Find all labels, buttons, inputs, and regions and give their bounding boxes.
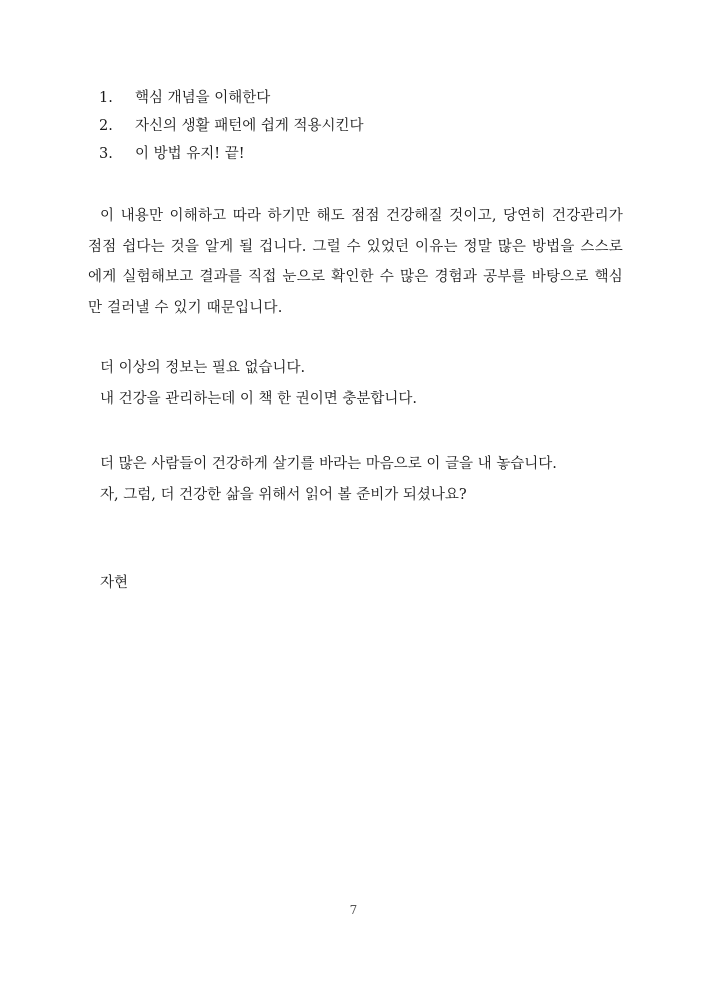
info-line: 더 이상의 정보는 필요 없습니다. [100,360,306,376]
list-item-text: 핵심 개념을 이해한다 [135,90,271,106]
closing-paragraph [88,449,623,510]
list-item [88,112,623,140]
info-line: 내 건강을 관리하는데 이 책 한 권이면 충분합니다. [100,390,418,407]
intro-paragraph: 이 내용만 이해하고 따라 하기만 해도 점점 건강해질 것이고, 당연히 건강관리가 점점 쉽다는 것을 알게 될 겁니다. 그럴 수 있었던 이유는 정말 많은 방법을 스스로에게 실험해보고 결과를 직접 눈으로 확인한 수 많은 경험과 공부를 바탕으로 핵심만 걸러낼 수 있기 때문입니다. [88,208,623,316]
steps-list [88,84,623,168]
list-item-text: 이 방법 유지! 끝! [135,146,245,162]
list-item-text: 자신의 생활 패턴에 쉽게 적용시킨다 [135,118,364,134]
closing-line: 더 많은 사람들이 건강하게 살기를 바라는 마음으로 이 글을 내 놓습니다. [100,456,557,472]
list-item-number: 1. [99,90,113,106]
list-item-number: 3. [99,146,113,162]
page-number: 7 [349,903,358,917]
closing-line: 자, 그럼, 더 건강한 삶을 위해서 읽어 볼 준비가 되셨나요? [100,486,467,503]
info-paragraph [88,353,623,414]
list-item [88,140,623,168]
list-item [88,84,623,112]
author-signature: 자현 [100,575,129,591]
list-item-number: 2. [99,118,113,134]
